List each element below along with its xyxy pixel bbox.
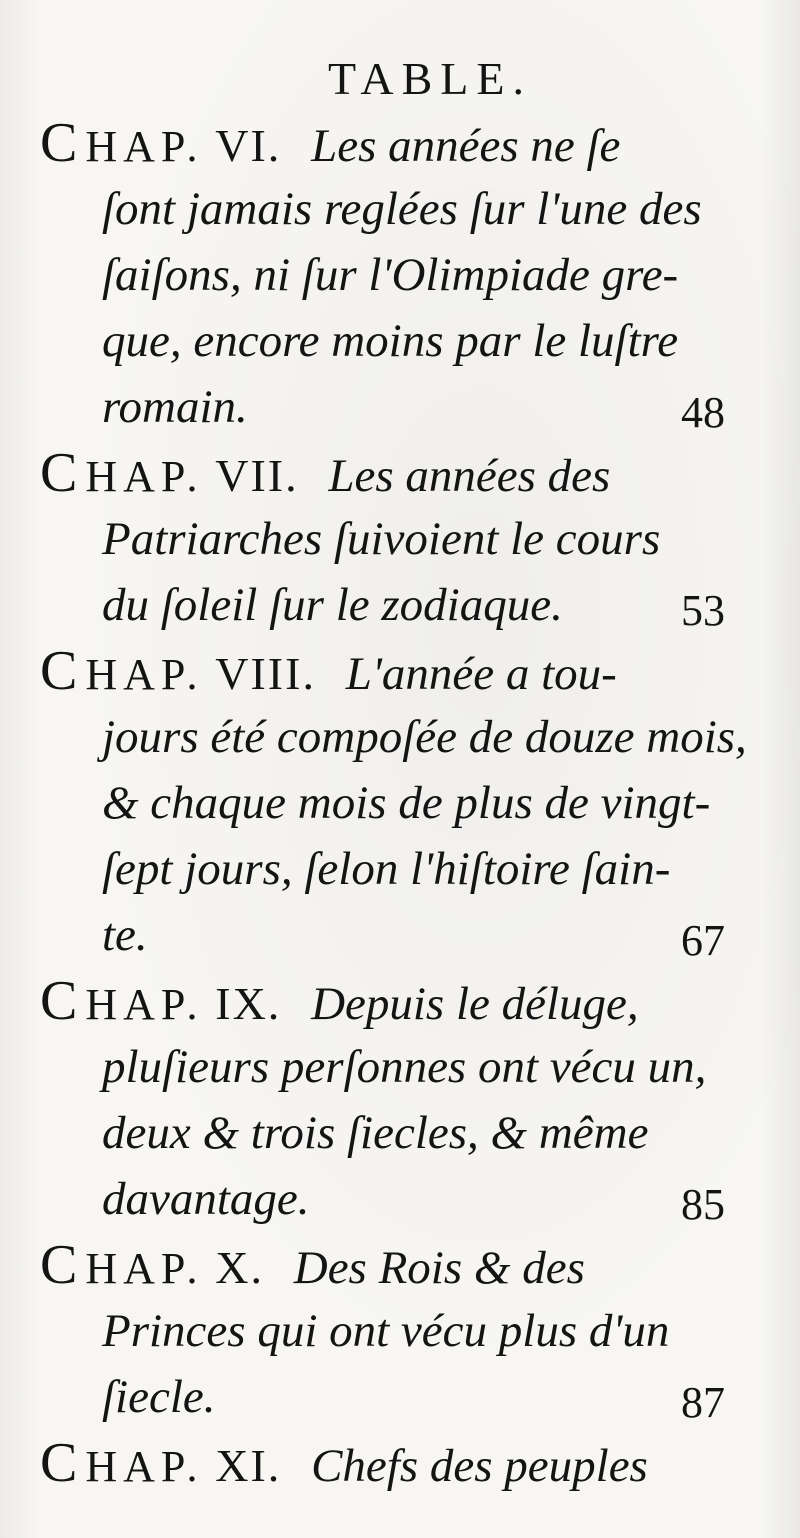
toc-entry-chap-7 xyxy=(40,440,725,638)
toc-entry-chap-8 xyxy=(40,638,747,968)
entry-text-line: & chaque mois de plus de vingt- xyxy=(102,777,711,829)
page-number: 67 xyxy=(681,916,725,965)
page-number: 48 xyxy=(681,388,725,437)
toc-entry-first-line xyxy=(40,968,725,1034)
page-number: 53 xyxy=(681,586,725,635)
toc-entry-first-line xyxy=(40,1232,725,1298)
chapter-label: CHAP. xyxy=(40,1432,204,1494)
entry-text-line: pluſieurs perſonnes ont vécu un, xyxy=(102,1041,707,1093)
chapter-label: CHAP. xyxy=(40,640,204,702)
entry-text-line: romain. 48 xyxy=(40,374,725,440)
entry-text-line: ſiecle. 87 xyxy=(40,1364,725,1430)
toc-entry-chap-6 xyxy=(40,110,725,440)
entry-text-line: jours été compoſée de douze mois, xyxy=(102,711,747,763)
entry-text-line: ſept jours, ſelon l'hiſtoire ſain- xyxy=(102,843,671,895)
entry-text-line: Des Rois & des xyxy=(293,1242,585,1294)
chapter-label: CHAP. xyxy=(40,1234,204,1296)
toc-entry-chap-9 xyxy=(40,968,725,1232)
entry-text-line: L'année a tou- xyxy=(345,648,617,700)
entry-text-line: du ſoleil ſur le zodiaque. 53 xyxy=(40,572,725,638)
chapter-number: XI. xyxy=(215,1440,282,1491)
toc-entry-chap-11 xyxy=(40,1430,725,1496)
entry-text-line: Les années des xyxy=(328,450,611,502)
chapter-number: X. xyxy=(215,1242,264,1293)
chapter-number: VII. xyxy=(215,450,299,501)
entry-text-line: ſaiſons, ni ſur l'Olimpiade gre- xyxy=(102,249,679,301)
page-number: 87 xyxy=(681,1378,725,1427)
toc-entry-first-line xyxy=(40,638,725,704)
entry-text-line: davantage. 85 xyxy=(40,1166,725,1232)
toc-entry-first-line xyxy=(40,1430,725,1496)
toc-entry-chap-10 xyxy=(40,1232,725,1430)
entry-text-line: te. 67 xyxy=(40,902,725,968)
table-of-contents xyxy=(40,110,747,1496)
entry-text-line: Les années ne ſe xyxy=(311,120,621,172)
page-number: 85 xyxy=(681,1180,725,1229)
entry-text-line: Chefs des peuples xyxy=(311,1440,648,1492)
entry-text-line: deux & trois ſiecles, & même xyxy=(102,1107,649,1159)
toc-entry-first-line xyxy=(40,440,725,506)
chapter-number: VIII. xyxy=(215,648,316,699)
page-title: TABLE. xyxy=(327,53,532,104)
chapter-label: CHAP. xyxy=(40,970,204,1032)
chapter-label: CHAP. xyxy=(40,112,204,174)
toc-entry-first-line xyxy=(40,110,725,176)
chapter-number: IX. xyxy=(215,978,282,1029)
entry-text-line: ſont jamais reglées ſur l'une des xyxy=(102,183,702,235)
chapter-label: CHAP. xyxy=(40,442,204,504)
entry-text-line: Princes qui ont vécu plus d'un xyxy=(102,1305,670,1357)
entry-text-line: Depuis le déluge, xyxy=(311,978,639,1030)
entry-text-line: que, encore moins par le luſtre xyxy=(102,315,679,367)
chapter-number: VI. xyxy=(215,120,282,171)
entry-text-line: Patriarches ſuivoient le cours xyxy=(102,513,661,565)
